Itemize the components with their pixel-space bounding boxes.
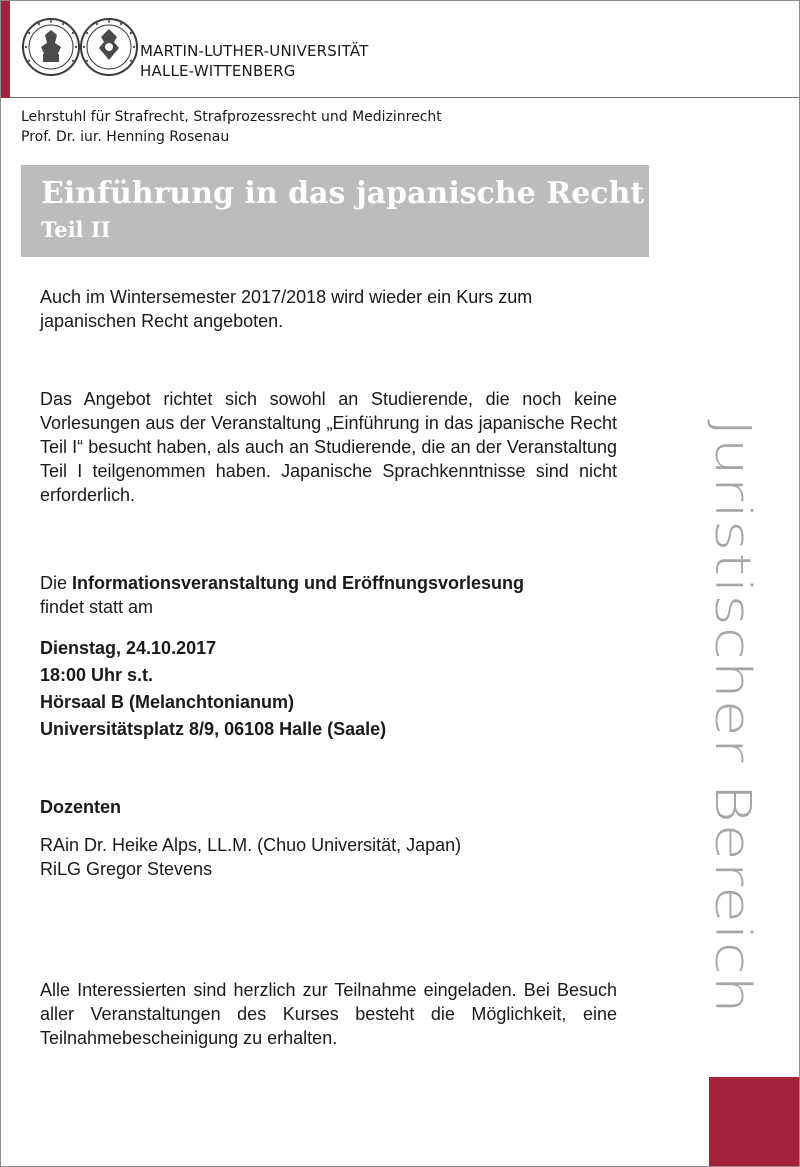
header-divider <box>10 97 799 98</box>
page-title: Einführung in das japanische Recht <box>41 176 645 211</box>
lecturers-list <box>40 833 617 881</box>
side-label: Juristischer Bereich <box>703 419 761 1015</box>
info-paragraph <box>40 571 617 619</box>
chair-name: Lehrstuhl für Strafrecht, Strafprozessrecht und Medizinrecht <box>21 109 442 125</box>
accent-bar-top <box>1 1 10 98</box>
intro-paragraph: Auch im Wintersemester 2017/2018 wird wieder ein Kurs zum japanischen Recht angeboten. <box>40 287 533 331</box>
event-time: 18:00 Uhr s.t. <box>40 665 154 685</box>
page-subtitle: Teil II <box>41 217 111 242</box>
info-prefix: Die <box>40 573 73 593</box>
professor-name: Prof. Dr. iur. Henning Rosenau <box>21 129 230 145</box>
event-room: Hörsaal B (Melanchtonianum) <box>40 692 295 712</box>
info-suffix: findet statt am <box>40 597 154 617</box>
lecturer-item: RiLG Gregor Stevens <box>40 859 213 879</box>
offer-paragraph: Das Angebot richtet sich sowohl an Studierende, die noch keine Vorlesungen aus der Veranstaltung „Einführung in das japanische Recht Teil I“ besucht haben, als auch an Studierende, die an der Veranstaltung Teil I teilgenommen haben. Japanische Sprachkenntnisse sind nicht erforderlich. <box>40 389 617 505</box>
event-date: Dienstag, 24.10.2017 <box>40 638 217 658</box>
university-name <box>140 41 368 81</box>
closing-paragraph: Alle Interessierten sind herzlich zur Teilnahme eingeladen. Bei Besuch aller Veranstaltungen des Kurses besteht die Möglichkeit, eine Teilnahmebescheinigung zu erhalten. <box>40 980 617 1048</box>
lecturer-item: RAin Dr. Heike Alps, LL.M. (Chuo Universität, Japan) <box>40 835 462 855</box>
university-seal-icon <box>21 16 139 78</box>
title-bar <box>21 165 649 257</box>
lecturers-heading: Dozenten <box>40 797 121 817</box>
info-event-name: Informationsveranstaltung und Eröffnungsvorlesung <box>72 573 525 593</box>
university-name-line2: HALLE-WITTENBERG <box>140 62 296 80</box>
accent-block-bottom <box>709 1077 799 1166</box>
chair-info <box>21 107 442 147</box>
university-name-line1: MARTIN-LUTHER-UNIVERSITÄT <box>140 42 369 60</box>
event-details <box>40 635 617 743</box>
event-address: Universitätsplatz 8/9, 06108 Halle (Saale) <box>40 719 387 739</box>
side-label-container <box>701 419 781 1059</box>
